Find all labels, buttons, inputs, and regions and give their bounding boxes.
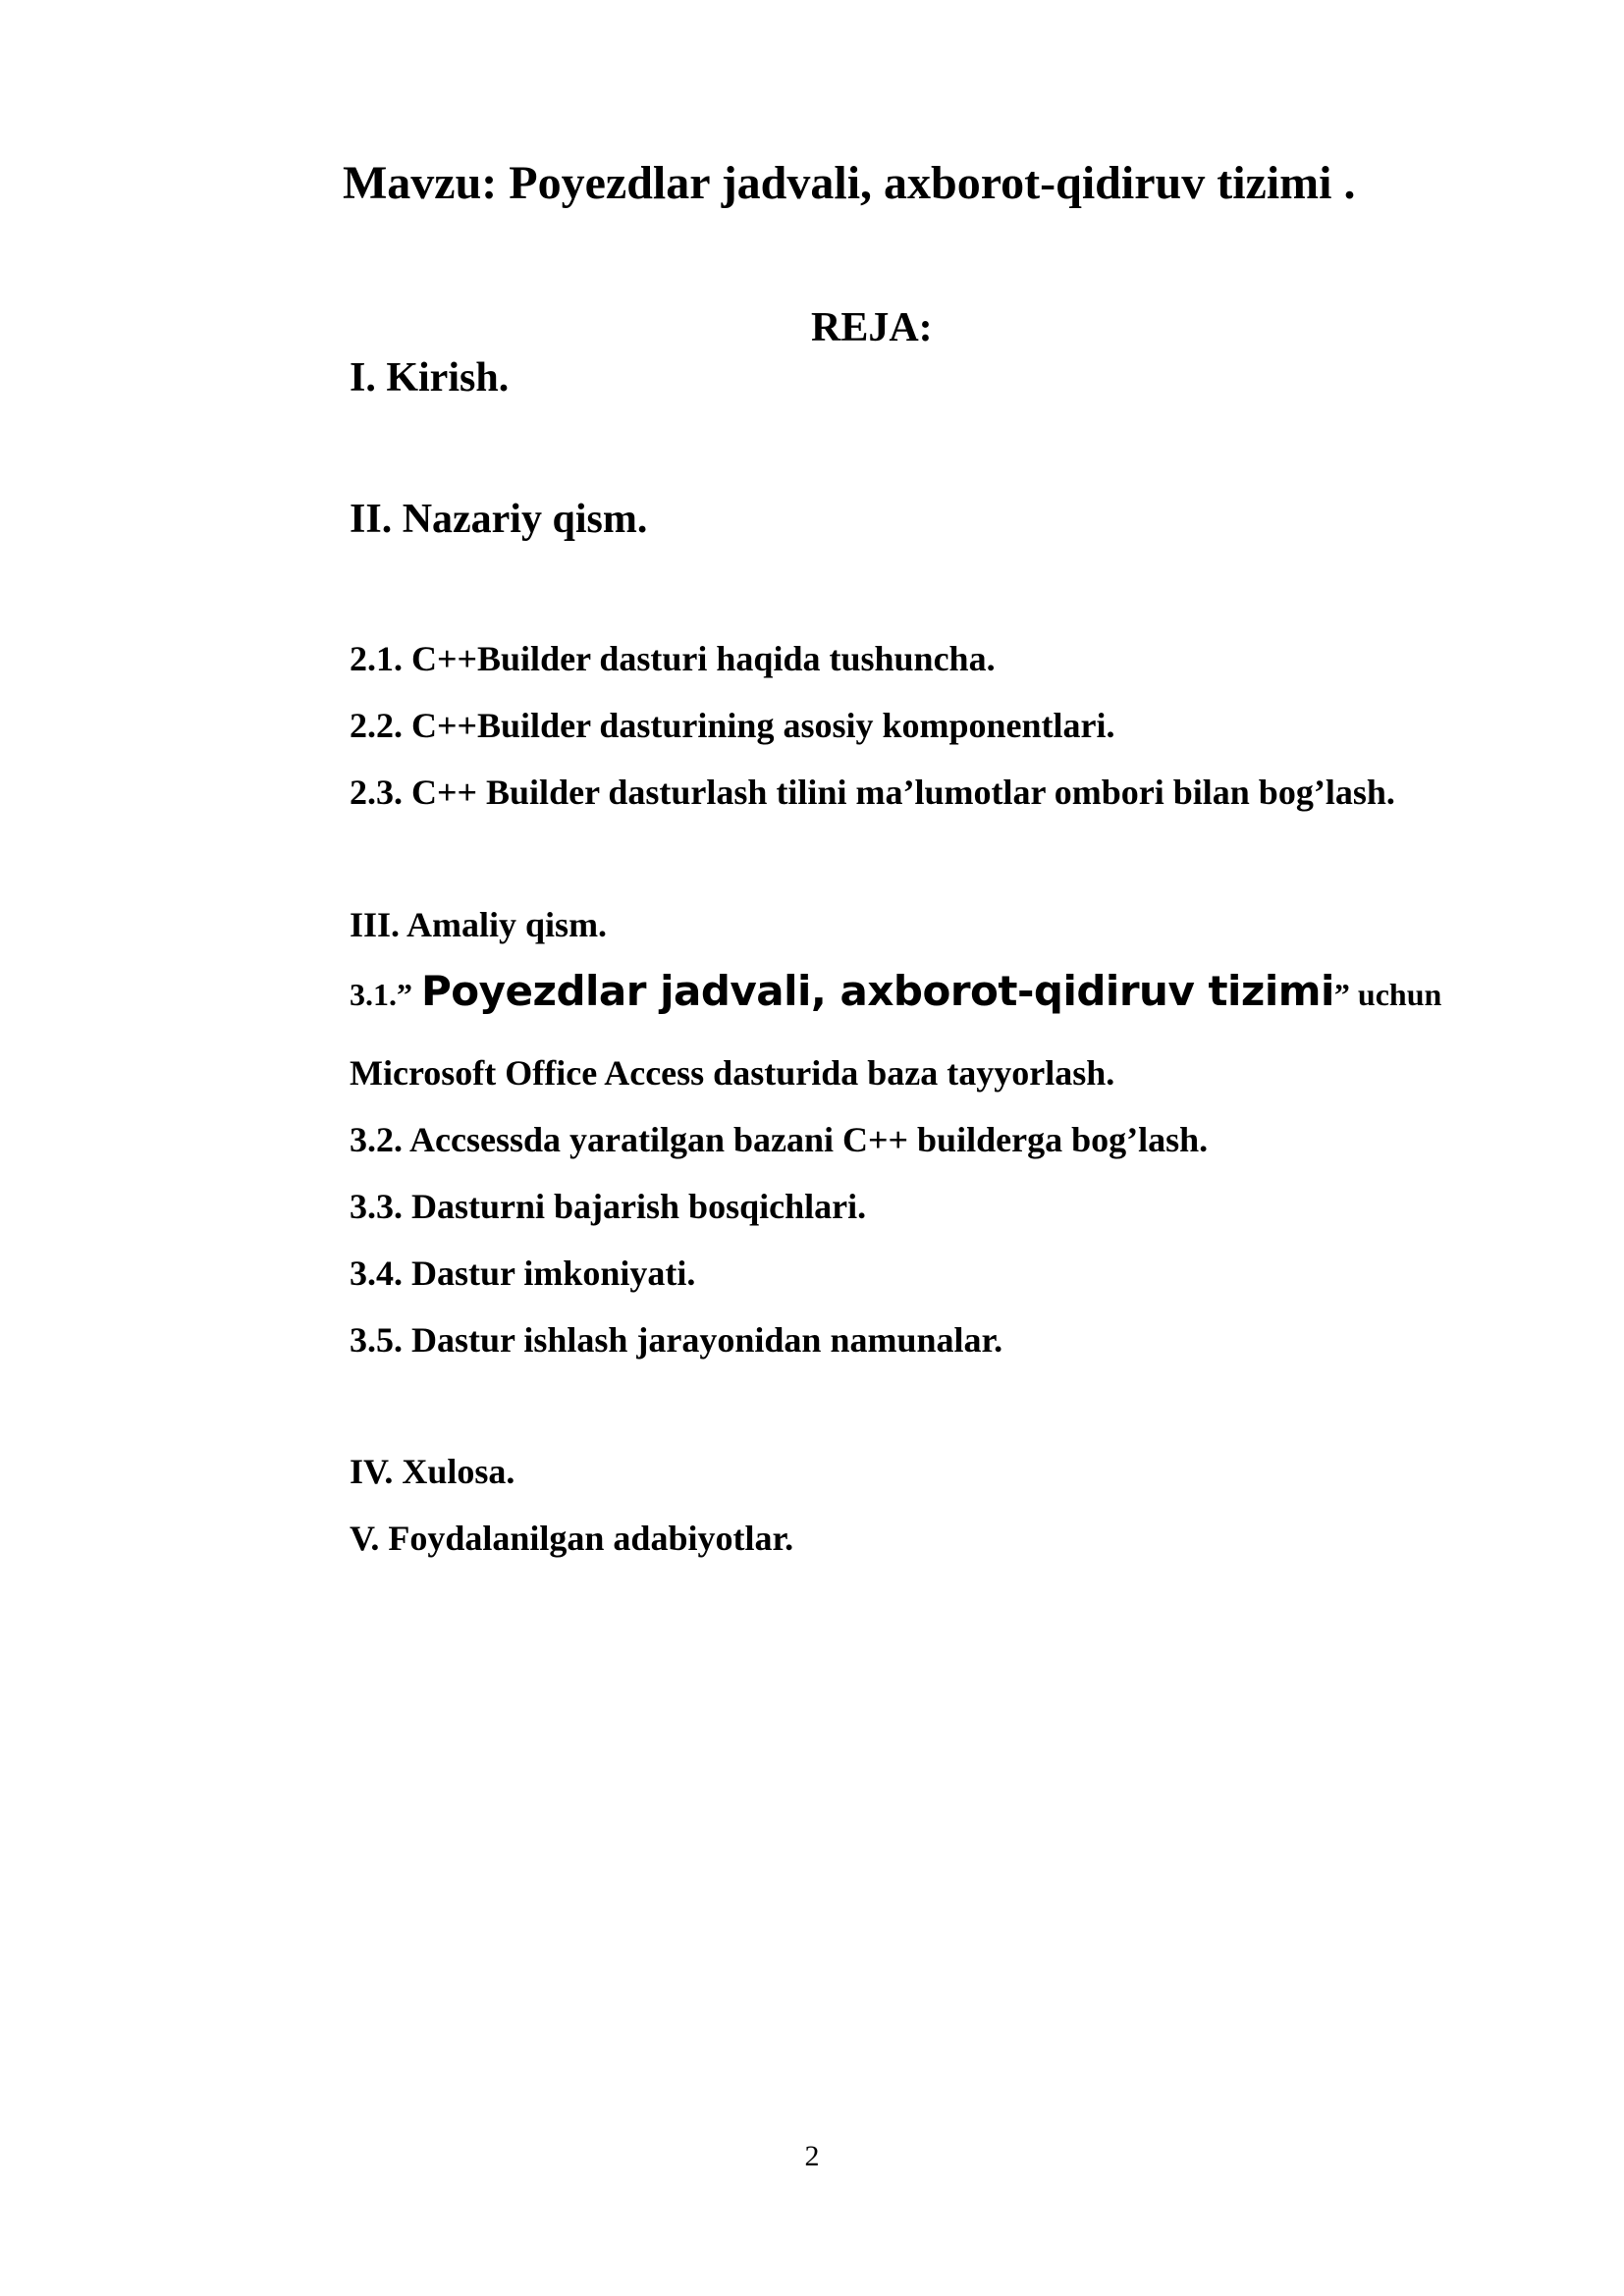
subsection-3-2: 3.2. Accsessda yaratilgan bazani C++ builderga bog’lash. xyxy=(350,1120,1209,1159)
section-conclusion: IV. Xulosa. xyxy=(350,1452,515,1491)
subsection-3-1 xyxy=(350,967,1442,1015)
subsection-3-1-prefix: 3.1.” xyxy=(350,977,412,1012)
subsection-3-1-suffix: ” uchun xyxy=(1333,977,1442,1012)
subsection-3-3: 3.3. Dasturni bajarish bosqichlari. xyxy=(350,1187,867,1226)
page-number: 2 xyxy=(804,2140,820,2172)
section-theory: II. Nazariy qism. xyxy=(350,497,648,542)
section-practice: III. Amaliy qism. xyxy=(350,905,608,944)
subsection-2-2: 2.2. C++Builder dasturining asosiy komponentlari. xyxy=(350,706,1115,745)
subsection-3-4: 3.4. Dastur imkoniyati. xyxy=(350,1254,696,1293)
subsection-3-1-emphasis: Poyezdlar jadvali, axborot-qidiruv tizimi xyxy=(421,967,1334,1015)
plan-heading: REJA: xyxy=(811,305,933,350)
subsection-3-1-continuation: Microsoft Office Access dasturida baza tayyorlash. xyxy=(350,1053,1115,1093)
subsection-3-5: 3.5. Dastur ishlash jarayonidan namunalar. xyxy=(350,1320,1003,1360)
subsection-2-3: 2.3. C++ Builder dasturlash tilini ma’lumotlar ombori bilan bog’lash. xyxy=(350,773,1395,812)
subsection-2-1: 2.1. C++Builder dasturi haqida tushuncha. xyxy=(350,639,996,678)
section-references: V. Foydalanilgan adabiyotlar. xyxy=(350,1519,794,1558)
section-introduction: I. Kirish. xyxy=(350,355,510,400)
document-title: Mavzu: Poyezdlar jadvali, axborot-qidiruv tizimi . xyxy=(343,157,1356,209)
